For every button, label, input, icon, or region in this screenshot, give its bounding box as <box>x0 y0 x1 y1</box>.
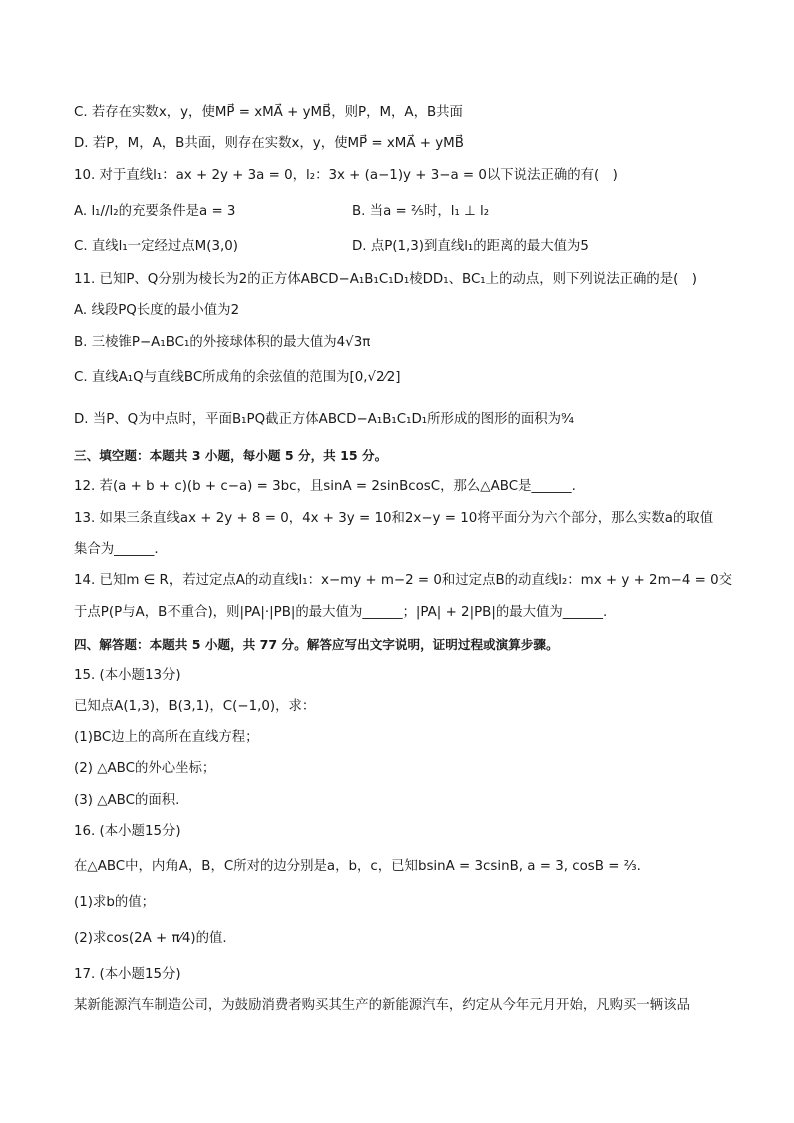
q16-part-2: (2)求cos(2A + π⁄4)的值. <box>74 931 227 946</box>
question-14-line2: 于点P(P与A，B不重合)，则|PA|·|PB|的最大值为______；|PA| + 2|PB|的最大值为______. <box>74 605 608 620</box>
q15-part-2: (2) △ABC的外心坐标； <box>74 761 216 776</box>
q10-option-b: B. 当a = ²⁄₅时，l₁ ⊥ l₂ <box>352 204 490 219</box>
q9-option-d: D. 若P，M，A，B共面，则存在实数x，y，使MP⃗ = xMA⃗ + yMB⃗ <box>74 136 464 151</box>
question-13-line2: 集合为______. <box>74 542 159 557</box>
q11-option-b: B. 三棱锥P−A₁BC₁的外接球体积的最大值为4√3π <box>74 335 371 350</box>
section-solve-heading: 四、解答题：本题共 5 小题，共 77 分。解答应写出文字说明，证明过程或演算步骤。 <box>74 637 559 652</box>
q10-option-d: D. 点P(1,3)到直线l₁的距离的最大值为5 <box>352 239 589 254</box>
question-15-stem: 已知点A(1,3)，B(3,1)，C(−1,0)，求： <box>74 699 316 714</box>
q10-option-a: A. l₁//l₂的充要条件是a = 3 <box>74 204 236 219</box>
question-16-stem: 在△ABC中，内角A，B，C所对的边分别是a，b，c，已知bsinA = 3csinB, a = 3, cosB = ²⁄₃. <box>74 859 641 874</box>
q15-part-1: (1)BC边上的高所在直线方程； <box>74 730 259 745</box>
q11-option-a: A. 线段PQ长度的最小值为2 <box>74 303 240 318</box>
question-10: 10. 对于直线l₁：ax + 2y + 3a = 0，l₂：3x + (a−1)y + 3−a = 0以下说法正确的有( ) <box>74 168 618 183</box>
question-15-title: 15. (本小题13分) <box>74 668 181 683</box>
q11-option-c: C. 直线A₁Q与直线BC所成角的余弦值的范围为[0,√2⁄2] <box>74 370 401 385</box>
question-14-line1: 14. 已知m ∈ R，若过定点A的动直线l₁：x−my + m−2 = 0和过定点B的动直线l₂：mx + y + 2m−4 = 0交 <box>74 573 732 588</box>
q9-option-c: C. 若存在实数x，y，使MP⃗ = xMA⃗ + yMB⃗，则P，M，A，B共面 <box>74 105 463 120</box>
q16-part-1: (1)求b的值； <box>74 895 156 910</box>
question-11: 11. 已知P、Q分别为棱长为2的正方体ABCD−A₁B₁C₁D₁棱DD₁、BC₁上的动点，则下列说法正确的是( ) <box>74 272 697 287</box>
q10-option-c: C. 直线l₁一定经过点M(3,0) <box>74 239 238 254</box>
question-17-stem: 某新能源汽车制造公司，为鼓励消费者购买其生产的新能源汽车，约定从今年元月开始，凡购买一辆该品 <box>74 998 690 1013</box>
question-12: 12. 若(a + b + c)(b + c−a) = 3bc，且sinA = 2sinBcosC，那么△ABC是______. <box>74 479 576 494</box>
question-17-title: 17. (本小题15分) <box>74 967 181 982</box>
section-fill-blank-heading: 三、填空题：本题共 3 小题，每小题 5 分，共 15 分。 <box>74 448 388 463</box>
q11-option-d: D. 当P、Q为中点时，平面B₁PQ截正方体ABCD−A₁B₁C₁D₁所形成的图形的面积为⁹⁄₄ <box>74 412 575 427</box>
q15-part-3: (3) △ABC的面积. <box>74 793 180 808</box>
question-13-line1: 13. 如果三条直线ax + 2y + 8 = 0，4x + 3y = 10和2x−y = 10将平面分为六个部分，那么实数a的取值 <box>74 511 714 526</box>
question-16-title: 16. (本小题15分) <box>74 824 181 839</box>
